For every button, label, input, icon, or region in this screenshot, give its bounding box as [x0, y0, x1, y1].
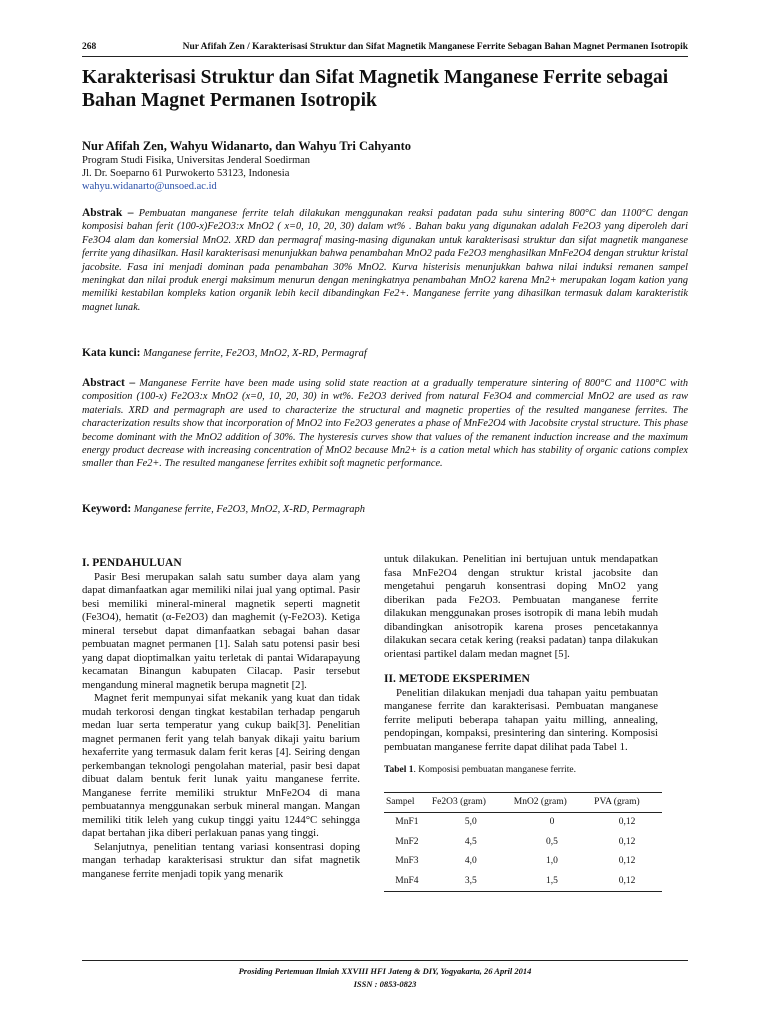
keyword	[82, 503, 688, 515]
table-caption	[384, 764, 658, 778]
affiliation-address: Jl. Dr. Soeparno 61 Purwokerto 53123, Indonesia	[82, 168, 290, 179]
section-heading-metode: II. METODE EKSPERIMEN	[384, 673, 530, 685]
table-cell: 4,0	[464, 856, 477, 866]
table-caption-text: . Komposisi pembuatan manganese ferrite.	[413, 765, 576, 775]
table-cell: 0,12	[618, 817, 636, 827]
table-cell: 0,12	[592, 872, 662, 892]
paragraph: Selanjutnya, penelitian tentang variasi konsentrasi doping mangan terhadap karakterisasi struktur dan sifat magnetik manganese ferrite menjadi topik yang menarik	[82, 840, 360, 880]
right-column	[384, 553, 658, 892]
running-title: Nur Afifah Zen / Karakterisasi Struktur dan Sifat Magnetik Manganese Ferrite Sebagan Bahan Magnet Permanen Isotropik	[182, 42, 688, 52]
composition-table	[384, 792, 662, 893]
affiliation-line: Program Studi Fisika, Universitas Jenderal Soedirman	[82, 155, 311, 166]
table-row	[384, 833, 662, 853]
affiliation	[82, 154, 310, 193]
author-email-link[interactable]: wahyu.widanarto@unsoed.ac.id	[82, 181, 217, 192]
table-row	[384, 813, 662, 833]
keyword-label: Keyword:	[82, 503, 132, 515]
abstract-en-label: Abstract –	[82, 377, 136, 389]
table-cell: MnF3	[395, 856, 419, 866]
abstrak-label: Abstrak –	[82, 207, 134, 219]
table-cell: MnF4	[384, 872, 430, 892]
column-header: PVA (gram)	[592, 792, 662, 813]
author-list: Nur Afifah Zen, Wahyu Widanarto, dan Wahyu Tri Cahyanto	[82, 139, 412, 153]
running-header	[82, 42, 688, 57]
proceedings-info: Prosiding Pertemuan Ilmiah XXVIII HFI Jateng & DIY, Yogyakarta, 26 April 2014	[238, 966, 532, 976]
table-cell: 5,0	[464, 817, 477, 827]
paragraph: Penelitian dilakukan menjadi dua tahapan yaitu pembuatan manganese ferrite dan karakterisasi. Pembuatan manganese ferrite meliputi beberapa tahapan yaitu milling, annealing, pendopingan, kompaksi, presintering dan sintering. Komposisi pembuatan manganese ferrite dapat dilihat pada Tabel 1.	[384, 686, 658, 753]
abstrak-section	[82, 207, 688, 314]
issn: ISSN : 0853-0823	[353, 979, 417, 989]
table-cell: 1,5	[512, 872, 592, 892]
table-caption-label: Tabel 1	[384, 765, 414, 775]
table-cell: 1,0	[546, 856, 558, 866]
paper-title: Karakterisasi Struktur dan Sifat Magnetik Manganese Ferrite sebagai Bahan Magnet Permanen Isotropik	[82, 67, 669, 111]
table-header-row	[384, 792, 662, 813]
table-cell: 4,5	[464, 836, 477, 847]
page-footer	[82, 960, 688, 991]
table-cell: MnF2	[395, 836, 419, 847]
table-cell: 0	[549, 817, 555, 827]
table-row	[384, 872, 662, 892]
kata-kunci-label: Kata kunci:	[82, 347, 141, 359]
column-header: Sampel	[384, 792, 430, 813]
keyword-text: Manganese ferrite, Fe2O3, MnO2, X-RD, Permagraph	[133, 504, 366, 515]
page-number: 268	[82, 42, 97, 52]
kata-kunci	[82, 347, 688, 359]
column-header: Fe2O3 (gram)	[430, 792, 512, 813]
paragraph: Magnet ferit mempunyai sifat mekanik yang kuat dan tidak mudah terkorosi dengan tingkat kestabilan terhadap pengaruh medan luar serta temperatur yang cukup baik[3]. Penelitian magnet permanen ferit yang telah banyak dikaji yaitu barium hexaferrite yang termasuk dalam ferit keras [4]. Seiring dengan perkembangan teknologi pengolahan material, pasir besi dapat dibuat dalam bentuk ferit lunak yaitu manganese ferrite. Manganese ferrite memiliki struktur MnFe2O4 di mana pembuatannya menggunakan serbuk mineral mangan. Mangan memiliki titik leleh yang cukup tinggi yaitu 1244°C sehingga dapat bertahan jika diberi perlakuan panas yang tinggi.	[82, 692, 360, 839]
table-cell: MnF1	[395, 817, 419, 827]
left-column	[82, 557, 360, 881]
paragraph: Pasir Besi merupakan salah satu sumber daya alam yang dapat dimanfaatkan agar memiliki nilai jual yang optimal. Pasir besi memiliki mineral-mineral magnetik seperti magnetit (Fe3O4), hematit (α-Fe2O3) dan maghemit (γ-Fe2O3). Ketiga mineral tersebut dapat dimanfaatkan sebagai bahan dasar pembuatan magnet permanen [1]. Salah satu potensi pasir besi yang dapat dioptimalkan yaitu terletak di pantai Widarapayung kecamatan Binangun kabupaten Cilacap. Pasir tersebut mengandung mineral magnetik berupa magnetit [2].	[82, 570, 360, 691]
abstrak-text: Pembuatan manganese ferrite telah dilakukan menggunakan reaksi padatan pada suhu sintering 800°C dan 1100°C dengan komposisi bahan ferit (100-x)Fe2O3:x MnO2 ( x=0, 10, 20, 30) dalam wt% . Bahan baku yang digunakan adalah Fe2O3 yang diperoleh dari Fe3O4 alam dan komersial MnO2. XRD dan permagraf masing-masing digunakan untuk karakterisasi struktur dan sifat magnetik manganese ferrite yang dihasilkan. Hasil karakterisasi menunjukkan bahwa penambahan MnO2 pada Fe2O3 menghasilkan MnFe2O4 dengan struktur kristal jacobsite. Fasa ini menjadi dominan pada penambahan 30% MnO2. Kurva histerisis menunjukkan bahwa nilai induksi remanen sampel meningkat dan nilai produk energi maksimum menurun dengan meningkatnya penambahan MnO2 karena Mn2+ merupakan logam kation yang memiliki kestabilan kompleks kation organik lebih kecil dibandingkan Fe2+. Manganese ferrite yang dihasilkan termasuk dalam karakteristik magnet lunak.	[82, 208, 688, 313]
section-heading-pendahuluan: I. PENDAHULUAN	[82, 557, 182, 569]
paragraph: untuk dilakukan. Penelitian ini bertujuan untuk mendapatkan fasa MnFe2O4 dengan struktur kristal jacobsite dan mengetahui pengaruh konsentrasi doping MnO2 yang diberikan pada Fe2O3. Pembuatan manganese ferrite dilakukan menggunakan proses isotropik di mana lebih mudah dibandingkan anisotropik karena proses pencetakannya dilakukan secara cetak kering (reaksi padatan) tanpa dilakukan orientasi partikel dalam medan magnet [5].	[384, 553, 658, 660]
table-cell: 0,12	[618, 856, 636, 866]
column-header: MnO2 (gram)	[512, 792, 592, 813]
table-row	[384, 852, 662, 872]
abstract-en-text: Manganese Ferrite have been made using solid state reaction at a gradually temperature sintering of 800°C and 1100°C with composition (100-x) Fe2O3:x MnO2 (x=0, 10, 20, 30) in wt%. Fe2O3 derived from natural Fe3O4 and commercial MnO2 are used as raw materials. XRD and permagraph are used to characterize the structural and magnetic properties of the resulted manganese ferrites. The characterization results show that incorporation of MnO2 into Fe2O3 generates a phase of MnFe2O4 with Jacobsite crystal structure. This phase become dominant with the MnO2 addition of 30%. The hysteresis curves show that values of the remanent induction increase and the maximum energy product decrease with increasing concentration of MnO2 because Mn2+ is a cation metal which has stability of organic cations complex smaller than Fe2+. The resulted manganese ferrites exhibit soft magnetic performance.	[82, 378, 689, 470]
table-cell: 0,12	[618, 836, 636, 847]
table-cell: 0,5	[546, 836, 558, 847]
table-cell: 3,5	[430, 872, 512, 892]
kata-kunci-text: Manganese ferrite, Fe2O3, MnO2, X-RD, Permagraf	[143, 348, 367, 359]
abstract-en-section	[82, 377, 688, 471]
